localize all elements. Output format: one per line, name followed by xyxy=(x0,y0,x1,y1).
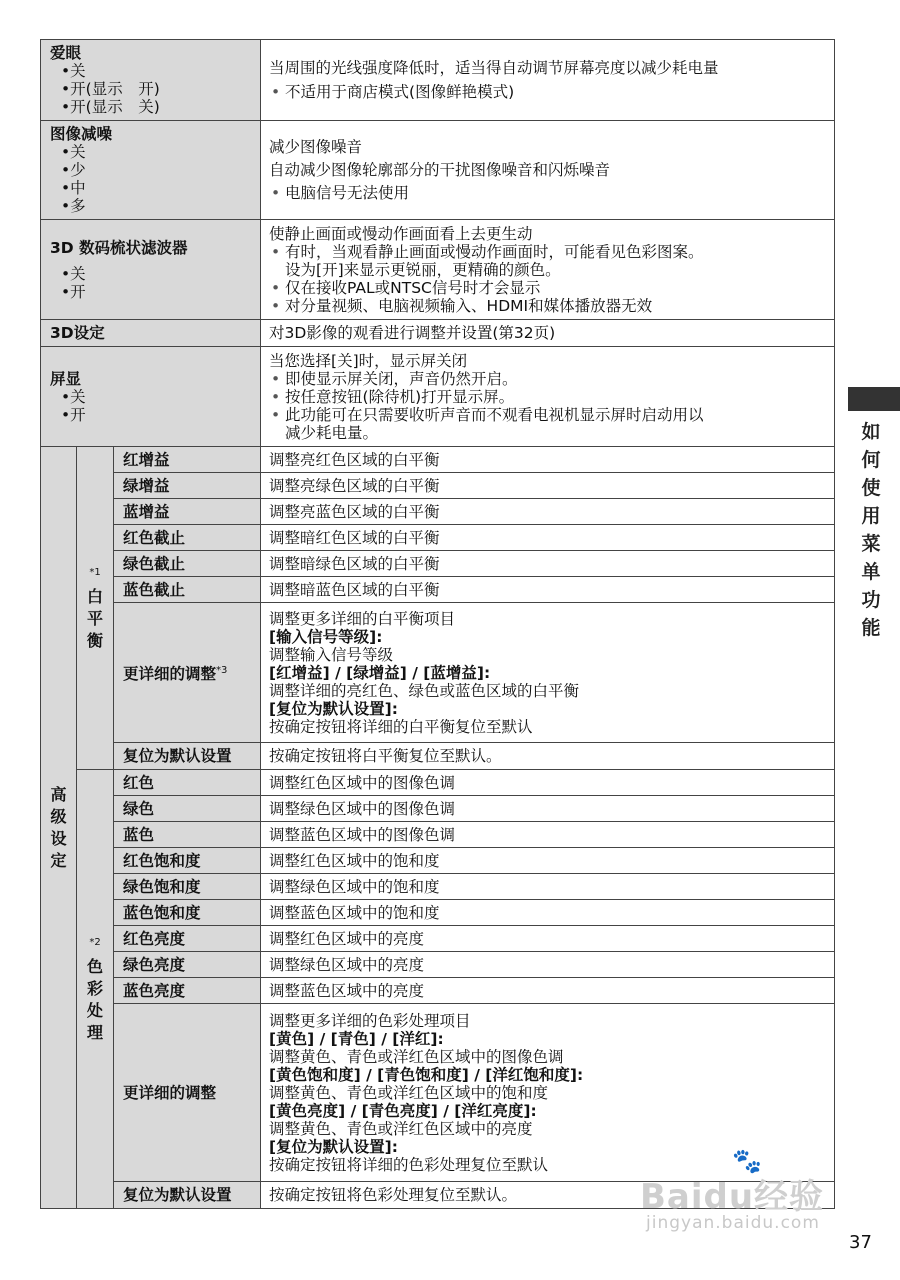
setting-desc: 调整蓝色区域中的亮度 xyxy=(261,978,835,1004)
setting-desc: 调整绿色区域中的饱和度 xyxy=(261,874,835,900)
watermark-brand: Baidu经验 xyxy=(640,1177,825,1217)
watermark-url: jingyan.baidu.com xyxy=(646,1213,820,1233)
description: 调整黄色、青色或洋红色区域中的图像色调 xyxy=(269,1047,564,1066)
advanced-group-label: 高级设定 xyxy=(41,447,77,1209)
setting-desc: 按确定按钮将白平衡复位至默认。 xyxy=(261,743,835,770)
note: • 对分量视频、电脑视频输入、HDMI和媒体播放器无效 xyxy=(269,297,826,315)
option-item: •开 xyxy=(61,405,86,424)
option-item: •关 xyxy=(61,62,86,80)
note: • 不适用于商店模式(图像鲜艳模式) xyxy=(269,83,826,101)
description: 调整黄色、青色或洋红色区域中的亮度 xyxy=(269,1119,533,1138)
table-row xyxy=(41,770,835,796)
nr-label-cell xyxy=(41,121,261,220)
description: 对3D影像的观看进行调整并设置(第32页) xyxy=(269,324,556,342)
setting-name: 更详细的调整$^{*3}$ xyxy=(114,603,261,743)
section-tab-label: 如何使用菜单功能 xyxy=(861,421,881,639)
option-item: •开(显示 开) xyxy=(61,80,160,98)
option-item: •关 xyxy=(61,143,86,161)
description: 减少图像噪音 xyxy=(269,138,363,156)
description: 当您选择[关]时，显示屏关闭 xyxy=(269,351,468,370)
white-balance-group-label: $^{*1}$ 白平衡 xyxy=(77,447,114,770)
color-processing-group-label: $^{*2}$ 色彩处理 xyxy=(77,770,114,1209)
table-row xyxy=(41,220,835,320)
table-row xyxy=(41,40,835,121)
detail-desc-cell xyxy=(261,603,835,743)
description: 自动减少图像轮廓部分的干扰图像噪音和闪烁噪音 xyxy=(269,161,611,179)
note: • 即使显示屏关闭，声音仍然开启。 xyxy=(269,370,826,388)
option-item: •关 xyxy=(61,264,86,283)
table-row xyxy=(41,121,835,220)
setting-desc: 调整暗蓝色区域的白平衡 xyxy=(261,577,835,603)
setting-desc: 按确定按钮将色彩处理复位至默认。 xyxy=(261,1182,835,1209)
setting-name: 蓝色 xyxy=(114,822,261,848)
table-row xyxy=(41,320,835,347)
description: 调整详细的亮红色、绿色或蓝色区域的白平衡 xyxy=(269,681,580,700)
description: 调整更多详细的白平衡项目 xyxy=(269,609,456,628)
threed-label-cell xyxy=(41,320,261,347)
setting-name: 绿色饱和度 xyxy=(114,874,261,900)
setting-name: 复位为默认设置 xyxy=(114,1182,261,1209)
setting-name: 绿色截止 xyxy=(114,551,261,577)
settings-table xyxy=(40,39,835,1209)
table-row xyxy=(41,603,835,743)
setting-desc: 调整亮红色区域的白平衡 xyxy=(261,447,835,473)
table-row xyxy=(41,743,835,770)
comb-title: 3D 数码梳状滤波器 xyxy=(50,238,188,257)
table-row xyxy=(41,848,835,874)
paw-icon: 🐾 xyxy=(732,1147,762,1175)
nr-title: 图像减噪 xyxy=(50,125,113,143)
setting-desc: 调整暗绿色区域的白平衡 xyxy=(261,551,835,577)
setting-name: 绿增益 xyxy=(114,473,261,499)
description: 调整更多详细的色彩处理项目 xyxy=(269,1011,471,1030)
osd-title: 屏显 xyxy=(50,369,82,388)
setting-desc: 调整绿色区域中的图像色调 xyxy=(261,796,835,822)
note-continued: 设为[开]来显示更锐丽，更精确的颜色。 xyxy=(285,260,561,279)
setting-desc: 调整红色区域中的图像色调 xyxy=(261,770,835,796)
watermark xyxy=(640,1147,850,1235)
sub-setting: [黄色] / [青色] / [洋红]: xyxy=(269,1029,444,1048)
table-row xyxy=(41,525,835,551)
nr-desc-cell xyxy=(261,121,835,220)
option-item: •多 xyxy=(61,197,86,215)
comb-desc-cell xyxy=(261,220,835,320)
setting-name: 红色亮度 xyxy=(114,926,261,952)
description: 按确定按钮将详细的白平衡复位至默认 xyxy=(269,717,533,736)
setting-desc: 调整蓝色区域中的图像色调 xyxy=(261,822,835,848)
eye-title: 爱眼 xyxy=(50,44,82,62)
setting-name: 红色 xyxy=(114,770,261,796)
setting-name: 蓝色饱和度 xyxy=(114,900,261,926)
setting-name: 蓝色截止 xyxy=(114,577,261,603)
description: 使静止画面或慢动作画面看上去更生动 xyxy=(269,224,533,243)
threed-desc-cell xyxy=(261,320,835,347)
setting-name: 红增益 xyxy=(114,447,261,473)
sub-setting: [黄色饱和度] / [青色饱和度] / [洋红饱和度]: xyxy=(269,1065,584,1084)
setting-desc: 调整红色区域中的饱和度 xyxy=(261,848,835,874)
osd-label-cell xyxy=(41,347,261,447)
sub-setting: [输入信号等级]: xyxy=(269,627,383,646)
table-row xyxy=(41,447,835,473)
osd-desc-cell xyxy=(261,347,835,447)
setting-name: 更详细的调整 xyxy=(114,1004,261,1182)
option-item: •关 xyxy=(61,387,86,406)
setting-name: 复位为默认设置 xyxy=(114,743,261,770)
table-row xyxy=(41,499,835,525)
note-continued: 减少耗电量。 xyxy=(285,423,379,442)
eye-desc-cell xyxy=(261,40,835,121)
note: • 此功能可在只需要收听声音而不观看电视机显示屏时启动用以 xyxy=(269,406,826,424)
option-item: •开 xyxy=(61,282,86,301)
description: 调整输入信号等级 xyxy=(269,645,394,664)
setting-name: 红色截止 xyxy=(114,525,261,551)
note: • 仅在接收PAL或NTSC信号时才会显示 xyxy=(269,279,826,297)
sub-setting: [黄色亮度] / [青色亮度] / [洋红亮度]: xyxy=(269,1101,537,1120)
page-number: 37 xyxy=(849,1232,872,1253)
table-row xyxy=(41,577,835,603)
table-row xyxy=(41,874,835,900)
table-row xyxy=(41,900,835,926)
option-item: •中 xyxy=(61,179,86,197)
setting-name: 蓝色亮度 xyxy=(114,978,261,1004)
table-row xyxy=(41,952,835,978)
table-row xyxy=(41,978,835,1004)
section-tab-marker xyxy=(848,387,900,411)
table-row xyxy=(41,551,835,577)
setting-name: 蓝增益 xyxy=(114,499,261,525)
description: 按确定按钮将详细的色彩处理复位至默认 xyxy=(269,1155,549,1174)
table-row xyxy=(41,347,835,447)
setting-name: 绿色 xyxy=(114,796,261,822)
setting-desc: 调整亮蓝色区域的白平衡 xyxy=(261,499,835,525)
sub-setting: [复位为默认设置]: xyxy=(269,699,398,718)
sub-setting: [红增益] / [绿增益] / [蓝增益]: xyxy=(269,663,491,682)
note: • 按任意按钮(除待机)打开显示屏。 xyxy=(269,388,826,406)
setting-name: 红色饱和度 xyxy=(114,848,261,874)
eye-label-cell xyxy=(41,40,261,121)
table-row xyxy=(41,796,835,822)
setting-desc: 调整红色区域中的亮度 xyxy=(261,926,835,952)
note: • 有时，当观看静止画面或慢动作画面时，可能看见色彩图案。 xyxy=(269,243,826,261)
option-item: •少 xyxy=(61,161,86,179)
setting-desc: 调整绿色区域中的亮度 xyxy=(261,952,835,978)
threed-title: 3D设定 xyxy=(50,324,105,342)
setting-desc: 调整暗红色区域的白平衡 xyxy=(261,525,835,551)
option-item: •开(显示 关) xyxy=(61,98,160,116)
setting-desc: 调整亮绿色区域的白平衡 xyxy=(261,473,835,499)
table-row xyxy=(41,926,835,952)
table-row xyxy=(41,822,835,848)
description: 当周围的光线强度降低时，适当得自动调节屏幕亮度以减少耗电量 xyxy=(269,59,719,77)
sub-setting: [复位为默认设置]: xyxy=(269,1137,398,1156)
table-row xyxy=(41,473,835,499)
comb-label-cell xyxy=(41,220,261,320)
description: 调整黄色、青色或洋红色区域中的饱和度 xyxy=(269,1083,549,1102)
note: • 电脑信号无法使用 xyxy=(269,184,826,202)
setting-name: 绿色亮度 xyxy=(114,952,261,978)
setting-desc: 调整蓝色区域中的饱和度 xyxy=(261,900,835,926)
